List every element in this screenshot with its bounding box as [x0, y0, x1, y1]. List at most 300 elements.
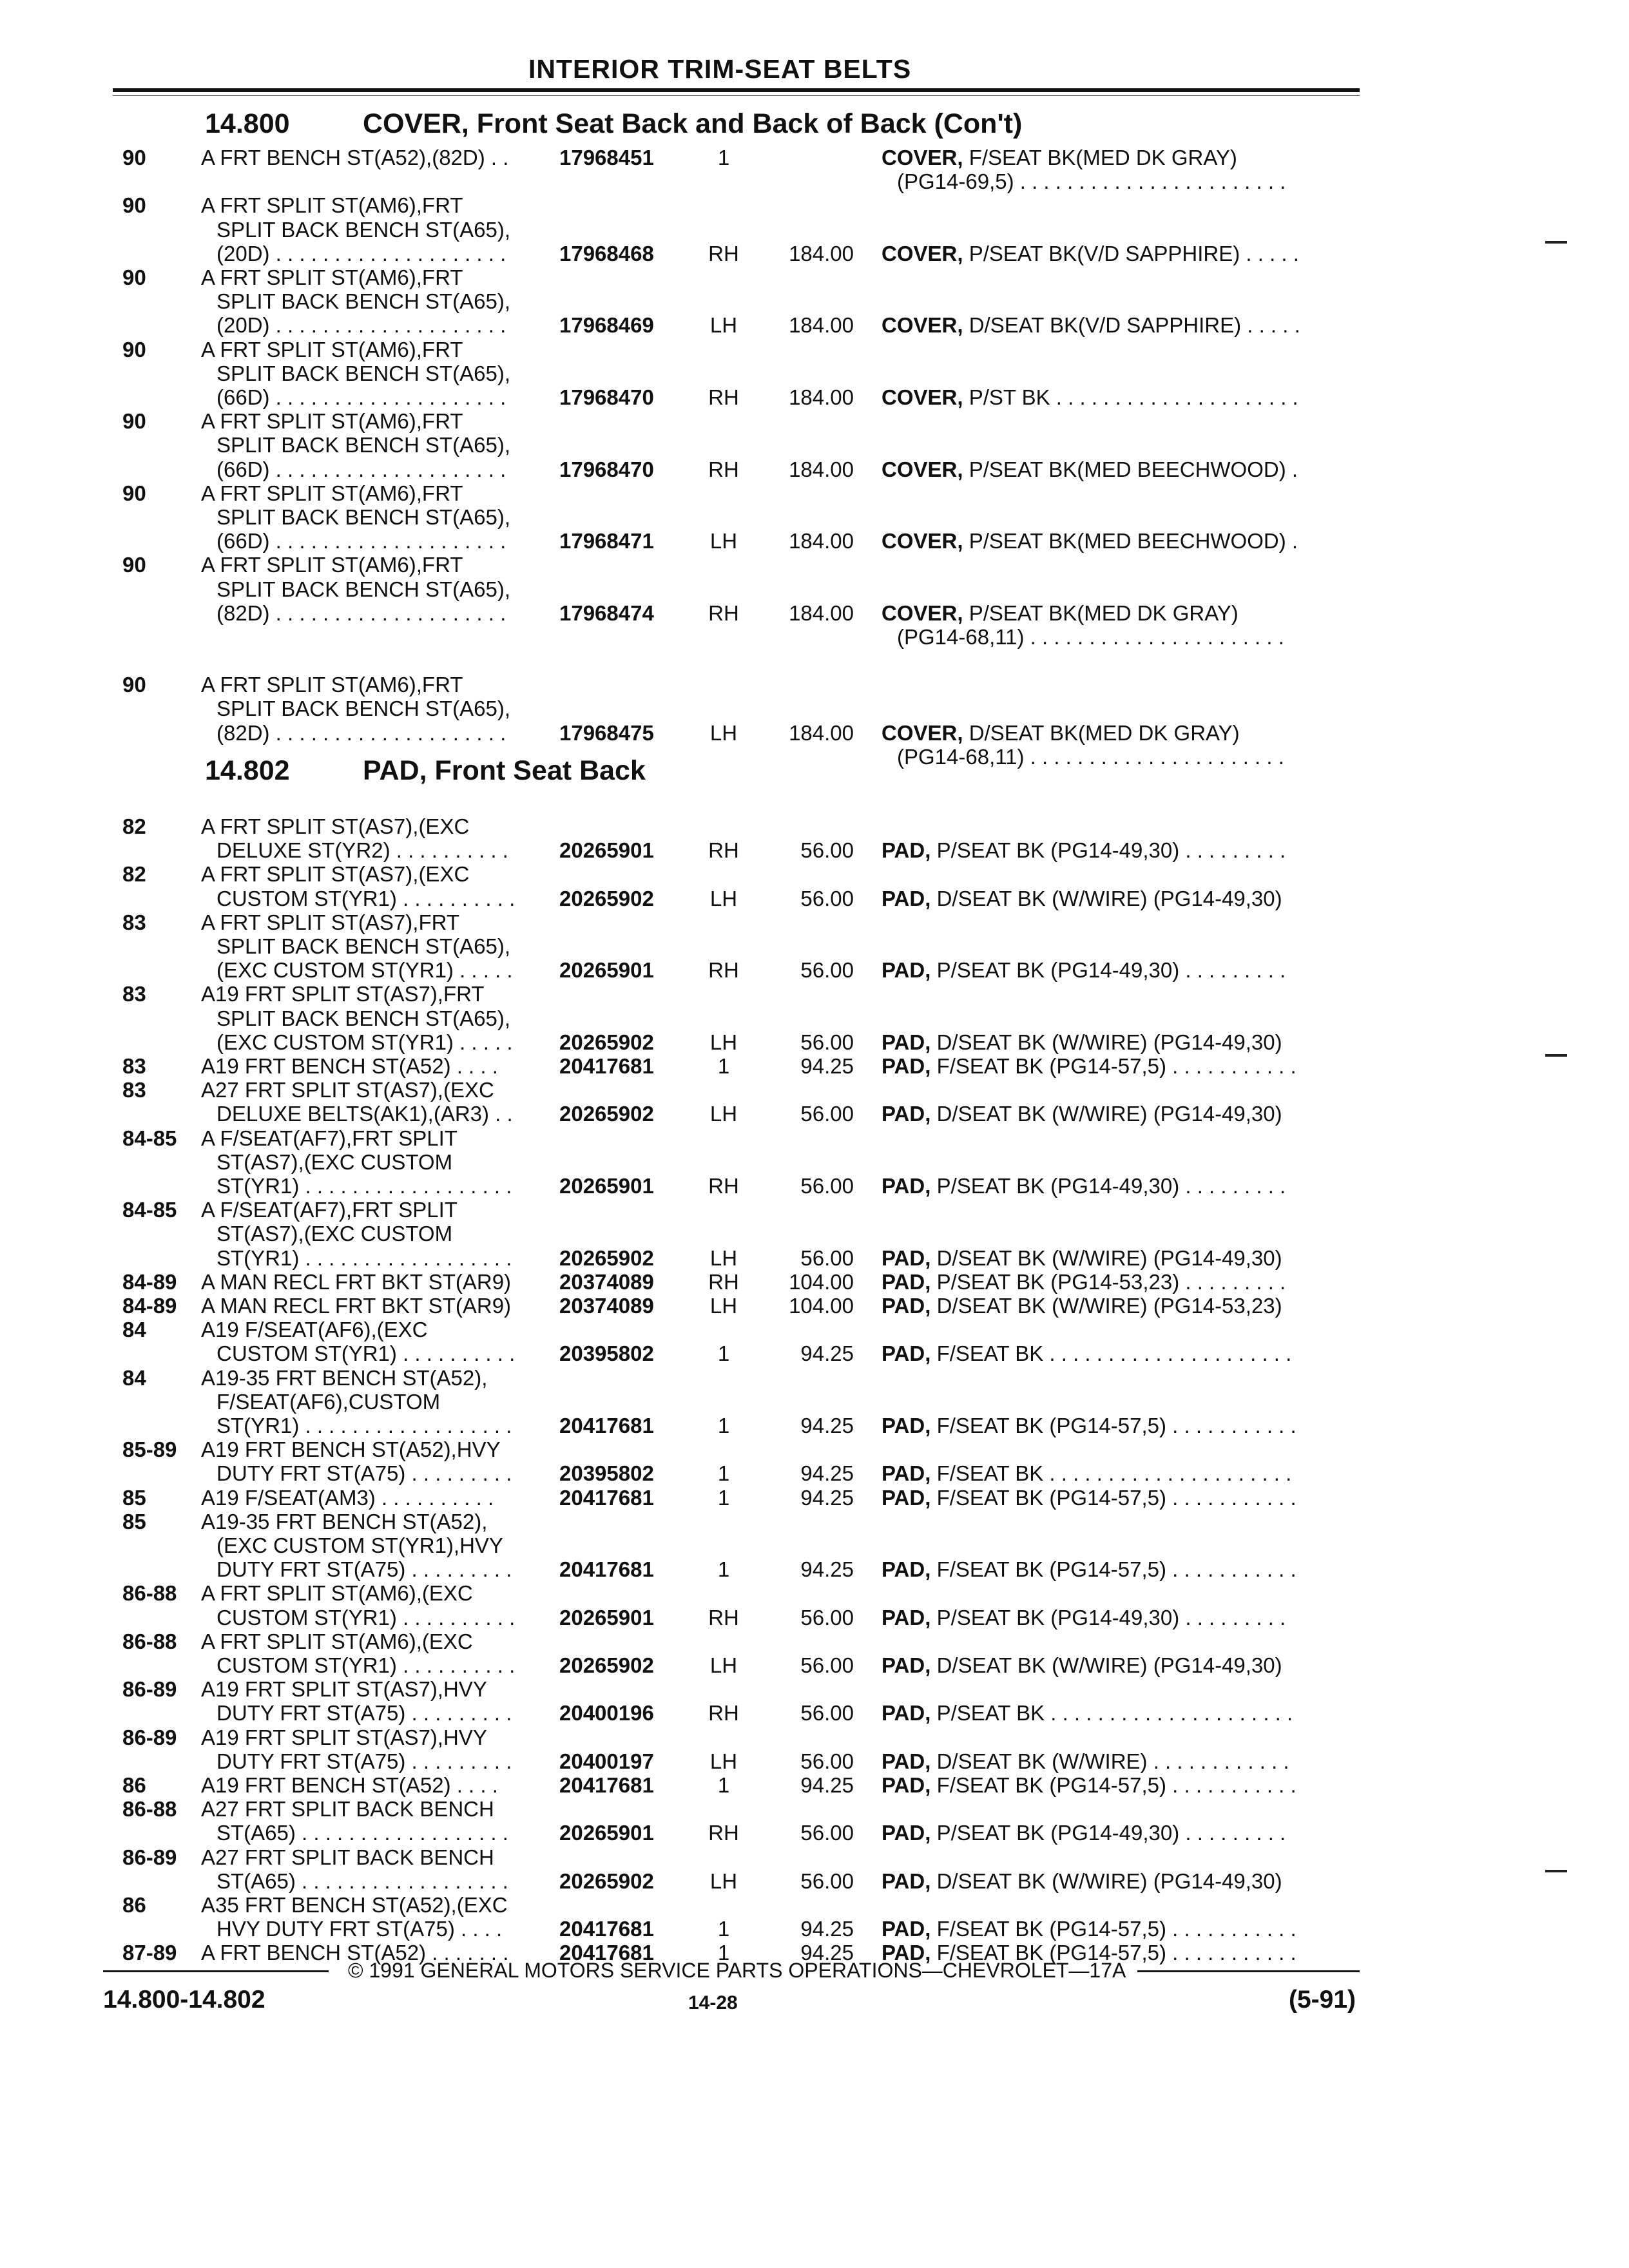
part-number: 20395802 — [559, 1461, 654, 1485]
table-row — [0, 958, 1629, 983]
part-name: PAD, P/SEAT BK . . . . . . . . . . . . . . . . . . . . . — [882, 1701, 1293, 1725]
part-name: (PG14-69,5) . . . . . . . . . . . . . . . . . . . . . . . — [897, 169, 1286, 193]
table-row — [0, 1078, 1629, 1102]
application-description: SPLIT BACK BENCH ST(A65), — [217, 934, 511, 958]
part-name-keyword: PAD, — [882, 1557, 931, 1581]
model-years: 86 — [122, 1893, 146, 1917]
application-description: A FRT SPLIT ST(AM6),(EXC — [201, 1629, 473, 1653]
table-row — [0, 1054, 1629, 1079]
part-name-keyword: PAD, — [882, 1917, 931, 1941]
application-description: ST(A65) . . . . . . . . . . . . . . . . . . — [217, 1869, 508, 1893]
table-row — [0, 1653, 1629, 1678]
model-years: 86-88 — [122, 1797, 177, 1821]
footer-rule-left — [103, 1970, 329, 1972]
application-description: (20D) . . . . . . . . . . . . . . . . . . . . — [217, 242, 506, 265]
part-name: PAD, P/SEAT BK (PG14-49,30) . . . . . . . . . — [882, 1821, 1286, 1845]
part-number: 17968468 — [559, 242, 654, 265]
part-number: 20374089 — [559, 1270, 654, 1294]
application-description: A19 F/SEAT(AF6),(EXC — [201, 1318, 428, 1341]
price: 94.25 — [800, 1917, 854, 1941]
quantity: RH — [708, 1174, 739, 1198]
table-row — [0, 1414, 1629, 1438]
part-number: 20265901 — [559, 1174, 654, 1198]
part-name: PAD, F/SEAT BK (PG14-57,5) . . . . . . . . . . . — [882, 1941, 1296, 1965]
part-name: PAD, F/SEAT BK (PG14-57,5) . . . . . . . . . . . — [882, 1557, 1296, 1581]
price: 56.00 — [800, 1606, 854, 1629]
part-name: PAD, P/SEAT BK (PG14-49,30) . . . . . . . . . — [882, 1174, 1286, 1198]
table-row — [0, 1749, 1629, 1774]
table-row — [0, 1150, 1629, 1175]
application-description: A27 FRT SPLIT BACK BENCH — [201, 1797, 494, 1821]
application-description: (82D) . . . . . . . . . . . . . . . . . . . . — [217, 721, 506, 745]
section-title: COVER, Front Seat Back and Back of Back (Con't) — [363, 108, 1023, 139]
table-row — [0, 1797, 1629, 1821]
application-description: A FRT SPLIT ST(AS7),(EXC — [201, 862, 470, 886]
price: 94.25 — [800, 1486, 854, 1510]
model-years: 83 — [122, 982, 146, 1006]
part-name-keyword: COVER, — [882, 601, 963, 625]
part-number: 20265902 — [559, 887, 654, 910]
price: 94.25 — [800, 1414, 854, 1437]
table-row — [0, 1725, 1629, 1750]
part-number: 20417681 — [559, 1917, 654, 1941]
model-years: 84 — [122, 1366, 146, 1390]
model-years: 90 — [122, 146, 146, 169]
page-number: 14-28 — [688, 1992, 738, 2013]
table-row — [0, 862, 1629, 887]
part-number: 20265901 — [559, 958, 654, 982]
part-number: 20417681 — [559, 1773, 654, 1797]
part-name-keyword: PAD, — [882, 1270, 931, 1294]
section-range: 14.800-14.802 — [103, 1986, 265, 2013]
price: 184.00 — [789, 601, 854, 625]
part-name: (PG14-68,11) . . . . . . . . . . . . . . . . . . . . . . — [897, 625, 1284, 649]
part-name: PAD, P/SEAT BK (PG14-53,23) . . . . . . . . . — [882, 1270, 1286, 1294]
quantity: RH — [708, 242, 739, 265]
table-row — [0, 385, 1629, 410]
table-row — [0, 1246, 1629, 1271]
part-name: COVER, F/SEAT BK(MED DK GRAY) — [882, 146, 1237, 169]
application-description: A19 FRT SPLIT ST(AS7),HVY — [201, 1725, 487, 1749]
part-number: 17968474 — [559, 601, 654, 625]
price: 56.00 — [800, 1246, 854, 1270]
model-years: 87-89 — [122, 1941, 177, 1965]
price: 56.00 — [800, 887, 854, 910]
application-description: (66D) . . . . . . . . . . . . . . . . . . . . — [217, 385, 506, 409]
application-description: ST(YR1) . . . . . . . . . . . . . . . . . . — [217, 1174, 512, 1198]
price: 94.25 — [800, 1461, 854, 1485]
table-row — [0, 673, 1629, 697]
table-row — [0, 1341, 1629, 1366]
model-years: 90 — [122, 338, 146, 361]
part-number: 20265901 — [559, 1821, 654, 1845]
table-row — [0, 1006, 1629, 1031]
application-description: DUTY FRT ST(A75) . . . . . . . . . — [217, 1701, 512, 1725]
part-name-keyword: COVER, — [882, 721, 963, 745]
quantity: LH — [709, 1294, 738, 1318]
application-description: CUSTOM ST(YR1) . . . . . . . . . . — [217, 1653, 516, 1677]
table-row — [0, 1845, 1629, 1870]
quantity: RH — [708, 385, 739, 409]
table-row — [0, 1629, 1629, 1654]
section-number: 14.800 — [205, 108, 290, 139]
quantity: 1 — [717, 1341, 730, 1365]
part-name-keyword: COVER, — [882, 146, 963, 169]
part-name-keyword: PAD, — [882, 1869, 931, 1893]
table-row — [0, 982, 1629, 1006]
part-name-keyword: PAD, — [882, 1294, 931, 1318]
price: 56.00 — [800, 1174, 854, 1198]
part-name-keyword: PAD, — [882, 1341, 931, 1365]
margin-mark — [1545, 1054, 1567, 1057]
model-years: 86-89 — [122, 1845, 177, 1869]
part-name-keyword: COVER, — [882, 457, 963, 481]
part-name-keyword: PAD, — [882, 1030, 931, 1054]
part-name-keyword: PAD, — [882, 1653, 931, 1677]
part-number: 20417681 — [559, 1557, 654, 1581]
part-name-keyword: PAD, — [882, 838, 931, 862]
application-description: SPLIT BACK BENCH ST(A65), — [217, 577, 511, 601]
table-row — [0, 457, 1629, 482]
application-description: (20D) . . . . . . . . . . . . . . . . . . . . — [217, 313, 506, 337]
header-rule — [113, 88, 1360, 92]
application-description: A F/SEAT(AF7),FRT SPLIT — [201, 1198, 458, 1222]
table-row — [0, 1390, 1629, 1414]
application-description: A FRT SPLIT ST(AM6),FRT — [201, 553, 463, 577]
application-description: SPLIT BACK BENCH ST(A65), — [217, 697, 511, 720]
table-row — [0, 169, 1629, 194]
application-description: DUTY FRT ST(A75) . . . . . . . . . — [217, 1749, 512, 1773]
table-row — [0, 1174, 1629, 1198]
part-name: COVER, D/SEAT BK(V/D SAPPHIRE) . . . . . — [882, 313, 1300, 337]
application-description: A19 FRT BENCH ST(A52) . . . . — [201, 1773, 498, 1797]
model-years: 90 — [122, 553, 146, 577]
price: 56.00 — [800, 838, 854, 862]
application-description: A27 FRT SPLIT ST(AS7),(EXC — [201, 1078, 494, 1102]
table-row — [0, 1773, 1629, 1798]
application-description: ST(YR1) . . . . . . . . . . . . . . . . . . — [217, 1414, 512, 1437]
quantity: LH — [709, 1749, 738, 1773]
quantity: 1 — [717, 1461, 730, 1485]
table-row — [0, 1869, 1629, 1894]
application-description: (82D) . . . . . . . . . . . . . . . . . . . . — [217, 601, 506, 625]
application-description: A19 FRT SPLIT ST(AS7),FRT — [201, 982, 485, 1006]
model-years: 90 — [122, 409, 146, 433]
part-name: PAD, D/SEAT BK (W/WIRE) (PG14-49,30) — [882, 1869, 1282, 1893]
part-name: PAD, F/SEAT BK (PG14-57,5) . . . . . . . . . . . — [882, 1773, 1296, 1797]
price: 104.00 — [789, 1294, 854, 1318]
quantity: LH — [709, 1246, 738, 1270]
part-name: COVER, P/SEAT BK(MED BEECHWOOD) . — [882, 529, 1298, 553]
price: 184.00 — [789, 385, 854, 409]
quantity: LH — [709, 721, 738, 745]
table-row — [0, 218, 1629, 242]
application-description: F/SEAT(AF6),CUSTOM — [217, 1390, 441, 1414]
part-number: 20265902 — [559, 1102, 654, 1126]
part-name-keyword: COVER, — [882, 529, 963, 553]
table-row — [0, 1318, 1629, 1342]
part-name-keyword: PAD, — [882, 887, 931, 910]
model-years: 83 — [122, 1054, 146, 1078]
part-name: PAD, F/SEAT BK . . . . . . . . . . . . . . . . . . . . . — [882, 1461, 1292, 1485]
part-name-keyword: COVER, — [882, 242, 963, 265]
price: 56.00 — [800, 1869, 854, 1893]
model-years: 84 — [122, 1318, 146, 1341]
part-number: 20265902 — [559, 1246, 654, 1270]
quantity: 1 — [717, 146, 730, 169]
margin-mark — [1545, 241, 1567, 244]
model-years: 90 — [122, 265, 146, 289]
table-row — [0, 289, 1629, 314]
part-name: PAD, D/SEAT BK (W/WIRE) . . . . . . . . . . . . — [882, 1749, 1289, 1773]
table-row — [0, 625, 1629, 649]
table-row — [0, 887, 1629, 911]
application-description: A27 FRT SPLIT BACK BENCH — [201, 1845, 494, 1869]
application-description: (EXC CUSTOM ST(YR1) . . . . . — [217, 1030, 513, 1054]
table-row — [0, 1222, 1629, 1246]
application-description: A FRT BENCH ST(A52) . . . . . . . — [201, 1941, 509, 1965]
quantity: 1 — [717, 1414, 730, 1437]
part-name: (PG14-68,11) . . . . . . . . . . . . . . . . . . . . . . — [897, 745, 1284, 769]
part-number: 17968451 — [559, 146, 654, 169]
part-name-keyword: PAD, — [882, 1414, 931, 1437]
part-number: 17968470 — [559, 457, 654, 481]
quantity: LH — [709, 1102, 738, 1126]
table-row — [0, 1126, 1629, 1151]
part-name: PAD, D/SEAT BK (W/WIRE) (PG14-49,30) — [882, 1653, 1282, 1677]
quantity: LH — [709, 1030, 738, 1054]
part-name: PAD, F/SEAT BK (PG14-57,5) . . . . . . . . . . . — [882, 1486, 1296, 1510]
part-name-keyword: PAD, — [882, 1941, 931, 1965]
part-name-keyword: PAD, — [882, 958, 931, 982]
table-row — [0, 697, 1629, 721]
page-title: INTERIOR TRIM-SEAT BELTS — [528, 54, 912, 84]
model-years: 90 — [122, 673, 146, 697]
application-description: A19-35 FRT BENCH ST(A52), — [201, 1510, 488, 1533]
part-number: 20265902 — [559, 1653, 654, 1677]
application-description: A FRT SPLIT ST(AM6),FRT — [201, 338, 463, 361]
model-years: 84-89 — [122, 1270, 177, 1294]
quantity: LH — [709, 887, 738, 910]
part-name-keyword: COVER, — [882, 385, 963, 409]
model-years: 90 — [122, 193, 146, 217]
price: 184.00 — [789, 457, 854, 481]
part-name-keyword: COVER, — [882, 313, 963, 337]
table-row — [0, 1701, 1629, 1725]
part-number: 20265902 — [559, 1869, 654, 1893]
application-description: DUTY FRT ST(A75) . . . . . . . . . — [217, 1461, 512, 1485]
application-description: CUSTOM ST(YR1) . . . . . . . . . . — [217, 1606, 516, 1629]
model-years: 85 — [122, 1510, 146, 1533]
table-row — [0, 1270, 1629, 1294]
model-years: 85 — [122, 1486, 146, 1510]
part-number: 17968475 — [559, 721, 654, 745]
application-description: CUSTOM ST(YR1) . . . . . . . . . . — [217, 887, 516, 910]
part-name-keyword: PAD, — [882, 1701, 931, 1725]
part-number: 20265901 — [559, 1606, 654, 1629]
price: 56.00 — [800, 1030, 854, 1054]
table-row — [0, 1486, 1629, 1510]
application-description: SPLIT BACK BENCH ST(A65), — [217, 505, 511, 529]
price: 94.25 — [800, 1341, 854, 1365]
application-description: A19 FRT BENCH ST(A52) . . . . — [201, 1054, 498, 1078]
part-number: 20395802 — [559, 1341, 654, 1365]
quantity: 1 — [717, 1917, 730, 1941]
part-name: PAD, P/SEAT BK (PG14-49,30) . . . . . . . . . — [882, 958, 1286, 982]
quantity: LH — [709, 1869, 738, 1893]
part-name-keyword: PAD, — [882, 1461, 931, 1485]
application-description: A FRT SPLIT ST(AM6),FRT — [201, 673, 463, 697]
table-row — [0, 1557, 1629, 1582]
quantity: 1 — [717, 1486, 730, 1510]
table-row — [0, 553, 1629, 577]
edition-date: (5-91) — [1289, 1986, 1356, 2013]
table-row — [0, 1581, 1629, 1606]
part-name: PAD, F/SEAT BK (PG14-57,5) . . . . . . . . . . . — [882, 1917, 1296, 1941]
copyright-notice: © 1991 GENERAL MOTORS SERVICE PARTS OPERATIONS—CHEVROLET—17A — [348, 1959, 1126, 1982]
part-number: 20417681 — [559, 1486, 654, 1510]
part-name-keyword: PAD, — [882, 1821, 931, 1845]
table-row — [0, 481, 1629, 506]
table-row — [0, 361, 1629, 386]
part-name: PAD, F/SEAT BK (PG14-57,5) . . . . . . . . . . . — [882, 1054, 1296, 1078]
table-row — [0, 265, 1629, 290]
part-name: COVER, P/SEAT BK(MED DK GRAY) — [882, 601, 1239, 625]
application-description: DELUXE ST(YR2) . . . . . . . . . . — [217, 838, 508, 862]
table-row — [0, 745, 1629, 769]
quantity: RH — [708, 1606, 739, 1629]
table-row — [0, 1102, 1629, 1126]
table-row — [0, 242, 1629, 266]
part-number: 20417681 — [559, 1414, 654, 1437]
part-name: COVER, D/SEAT BK(MED DK GRAY) — [882, 721, 1240, 745]
application-description: (66D) . . . . . . . . . . . . . . . . . . . . — [217, 457, 506, 481]
table-row — [0, 1821, 1629, 1845]
price: 56.00 — [800, 1653, 854, 1677]
model-years: 86-89 — [122, 1725, 177, 1749]
part-name-keyword: PAD, — [882, 1054, 931, 1078]
table-row — [0, 814, 1629, 839]
application-description: A MAN RECL FRT BKT ST(AR9) — [201, 1294, 512, 1318]
price: 184.00 — [789, 721, 854, 745]
application-description: A FRT SPLIT ST(AM6),FRT — [201, 193, 463, 217]
part-number: 20374089 — [559, 1294, 654, 1318]
application-description: ST(AS7),(EXC CUSTOM — [217, 1150, 453, 1174]
part-name-keyword: PAD, — [882, 1606, 931, 1629]
quantity: RH — [708, 457, 739, 481]
model-years: 84-85 — [122, 1126, 177, 1150]
application-description: SPLIT BACK BENCH ST(A65), — [217, 218, 511, 242]
table-row — [0, 1533, 1629, 1558]
quantity: 1 — [717, 1557, 730, 1581]
part-number: 20265902 — [559, 1030, 654, 1054]
part-name: PAD, D/SEAT BK (W/WIRE) (PG14-49,30) — [882, 1246, 1282, 1270]
part-number: 20417681 — [559, 1054, 654, 1078]
price: 94.25 — [800, 1941, 854, 1965]
table-row — [0, 577, 1629, 602]
part-number: 20265901 — [559, 838, 654, 862]
application-description: HVY DUTY FRT ST(A75) . . . . — [217, 1917, 503, 1941]
part-number: 17968471 — [559, 529, 654, 553]
part-name: PAD, D/SEAT BK (W/WIRE) (PG14-53,23) — [882, 1294, 1282, 1318]
application-description: ST(YR1) . . . . . . . . . . . . . . . . . . — [217, 1246, 512, 1270]
table-row — [0, 910, 1629, 935]
part-number: 20400196 — [559, 1701, 654, 1725]
part-name: COVER, P/ST BK . . . . . . . . . . . . . . . . . . . . . — [882, 385, 1298, 409]
application-description: A FRT SPLIT ST(AM6),FRT — [201, 481, 463, 505]
table-row — [0, 1917, 1629, 1941]
table-row — [0, 1510, 1629, 1534]
application-description: A19 F/SEAT(AM3) . . . . . . . . . . — [201, 1486, 494, 1510]
price: 94.25 — [800, 1054, 854, 1078]
model-years: 84-89 — [122, 1294, 177, 1318]
price: 184.00 — [789, 242, 854, 265]
table-row — [0, 1294, 1629, 1318]
quantity: RH — [708, 601, 739, 625]
table-row — [0, 1030, 1629, 1055]
model-years: 86-89 — [122, 1677, 177, 1701]
price: 56.00 — [800, 958, 854, 982]
application-description: SPLIT BACK BENCH ST(A65), — [217, 361, 511, 385]
application-description: A19 FRT SPLIT ST(AS7),HVY — [201, 1677, 487, 1701]
price: 56.00 — [800, 1701, 854, 1725]
quantity: RH — [708, 958, 739, 982]
table-row — [0, 1461, 1629, 1486]
header-rule-thin — [113, 95, 1360, 96]
part-name: PAD, P/SEAT BK (PG14-49,30) . . . . . . . . . — [882, 838, 1286, 862]
margin-mark — [1545, 1870, 1567, 1872]
model-years: 86-88 — [122, 1629, 177, 1653]
model-years: 82 — [122, 862, 146, 886]
part-number: 17968470 — [559, 385, 654, 409]
part-name: PAD, F/SEAT BK . . . . . . . . . . . . . . . . . . . . . — [882, 1341, 1292, 1365]
section-number: 14.802 — [205, 755, 290, 786]
table-row — [0, 934, 1629, 959]
application-description: A F/SEAT(AF7),FRT SPLIT — [201, 1126, 458, 1150]
part-name: PAD, F/SEAT BK (PG14-57,5) . . . . . . . . . . . — [882, 1414, 1296, 1437]
table-row — [0, 505, 1629, 530]
part-number: 20400197 — [559, 1749, 654, 1773]
part-name: PAD, D/SEAT BK (W/WIRE) (PG14-49,30) — [882, 1030, 1282, 1054]
price: 56.00 — [800, 1102, 854, 1126]
application-description: ST(A65) . . . . . . . . . . . . . . . . . . — [217, 1821, 508, 1845]
part-number: 17968469 — [559, 313, 654, 337]
application-description: (66D) . . . . . . . . . . . . . . . . . . . . — [217, 529, 506, 553]
application-description: A FRT SPLIT ST(AM6),FRT — [201, 265, 463, 289]
table-row — [0, 838, 1629, 863]
quantity: LH — [709, 1653, 738, 1677]
part-name-keyword: PAD, — [882, 1102, 931, 1126]
quantity: LH — [709, 529, 738, 553]
model-years: 86 — [122, 1773, 146, 1797]
part-name: PAD, D/SEAT BK (W/WIRE) (PG14-49,30) — [882, 887, 1282, 910]
table-row — [0, 433, 1629, 457]
part-name-keyword: PAD, — [882, 1174, 931, 1198]
table-row — [0, 1677, 1629, 1702]
part-number: 20417681 — [559, 1941, 654, 1965]
table-row — [0, 601, 1629, 626]
table-row — [0, 1198, 1629, 1222]
part-name: COVER, P/SEAT BK(MED BEECHWOOD) . — [882, 457, 1298, 481]
table-row — [0, 1437, 1629, 1462]
application-description: DUTY FRT ST(A75) . . . . . . . . . — [217, 1557, 512, 1581]
model-years: 82 — [122, 814, 146, 838]
application-description: DELUXE BELTS(AK1),(AR3) . . — [217, 1102, 513, 1126]
part-name-keyword: PAD, — [882, 1246, 931, 1270]
application-description: (EXC CUSTOM ST(YR1) . . . . . — [217, 958, 513, 982]
model-years: 84-85 — [122, 1198, 177, 1222]
part-name-keyword: PAD, — [882, 1773, 931, 1797]
